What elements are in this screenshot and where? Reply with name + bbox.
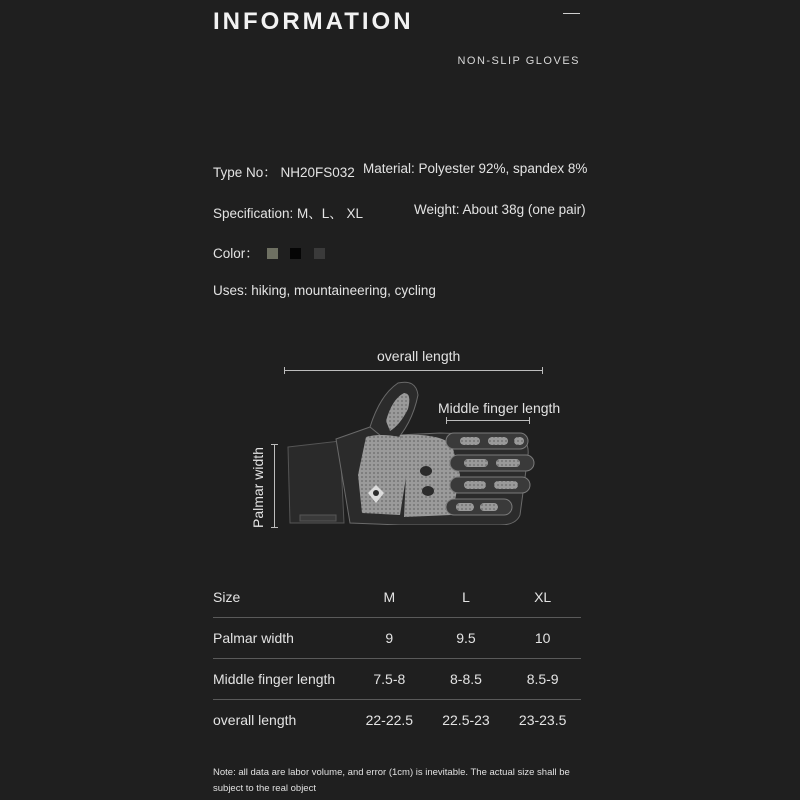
palmar-width-tick-bottom bbox=[271, 527, 278, 528]
overall-length-line bbox=[284, 370, 543, 371]
color-swatch-black bbox=[290, 248, 301, 259]
table-cell: Middle finger length bbox=[213, 671, 336, 687]
table-header-cell: L bbox=[462, 589, 470, 605]
weight: Weight: About 38g (one pair) bbox=[414, 202, 586, 217]
table-cell: 8-8.5 bbox=[450, 671, 482, 687]
table-cell: 9.5 bbox=[456, 630, 476, 646]
size-table bbox=[213, 577, 581, 740]
table-cell: 8.5-9 bbox=[526, 671, 559, 687]
glove-diagram bbox=[280, 375, 540, 525]
table-header-cell: M bbox=[383, 589, 396, 605]
table-cell: 23-23.5 bbox=[518, 712, 567, 728]
table-header-cell: XL bbox=[534, 589, 552, 605]
product-subtitle: NON-SLIP GLOVES bbox=[457, 55, 580, 67]
table-cell: 9 bbox=[385, 630, 394, 646]
palmar-width-line bbox=[274, 444, 275, 528]
table-cell: 22-22.5 bbox=[365, 712, 414, 728]
material: Material: Polyester 92%, spandex 8% bbox=[363, 161, 588, 176]
palmar-width-label: Palmar width bbox=[250, 447, 266, 528]
table-row bbox=[213, 700, 581, 741]
uses: Uses: hiking, mountaineering, cycling bbox=[213, 283, 436, 298]
divider bbox=[563, 13, 580, 14]
color-swatch-gray bbox=[314, 248, 325, 259]
note-text: Note: all data are labor volume, and error (1cm) is inevitable. The actual size shall be subject to the real object bbox=[213, 767, 570, 794]
table-cell: Palmar width bbox=[213, 630, 294, 646]
table-cell: 10 bbox=[534, 630, 551, 646]
overall-length-tick-right bbox=[542, 367, 543, 374]
table-header-row bbox=[213, 577, 581, 618]
overall-length-label: overall length bbox=[377, 348, 461, 364]
table-cell: 22.5-23 bbox=[442, 712, 490, 728]
color-row bbox=[213, 242, 325, 262]
table-cell: 7.5-8 bbox=[373, 671, 406, 687]
specification: Specification: M、L、 XL bbox=[213, 206, 364, 221]
table-row bbox=[213, 618, 581, 659]
page-title: INFORMATION bbox=[213, 8, 414, 35]
table-row bbox=[213, 659, 581, 700]
overall-length-tick-left bbox=[284, 367, 285, 374]
table-cell: overall length bbox=[213, 712, 297, 728]
table-header-cell: Size bbox=[213, 589, 241, 605]
color-swatch-olive bbox=[267, 248, 278, 259]
color-label: Color： bbox=[213, 246, 259, 261]
type-number: Type No： NH20FS032 bbox=[213, 165, 355, 180]
palmar-width-tick-top bbox=[271, 444, 278, 445]
middle-finger-length-label: Middle finger length bbox=[438, 400, 561, 416]
